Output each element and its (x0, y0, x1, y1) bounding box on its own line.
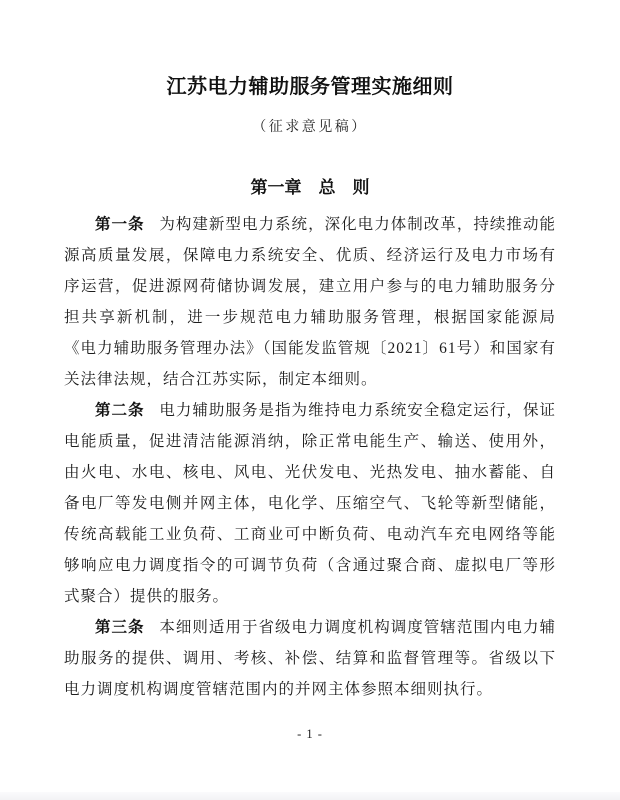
document-subtitle: （征求意见稿） (252, 120, 368, 135)
viewer-bottom-edge (0, 792, 620, 800)
article-2-label: 第二条 (95, 402, 145, 419)
document-title: 江苏电力辅助服务管理实施细则 (166, 76, 454, 98)
article-3-text: 本细则适用于省级电力调度机构调度管辖范围内电力辅助服务的提供、调用、考核、补偿、结算和监督管理等。省级以下电力调度机构调度管辖范围内的并网主体参照本细则执行。 (64, 619, 556, 698)
paragraph-article-2 (64, 395, 556, 612)
article-3-label: 第三条 (95, 619, 145, 636)
page-number: - 1 - (297, 727, 323, 741)
body-paragraphs (64, 209, 556, 705)
article-1-label: 第一条 (95, 216, 145, 233)
chapter-heading: 第一章 总 则 (250, 178, 370, 197)
paragraph-article-3 (64, 612, 556, 705)
article-2-text: 电力辅助服务是指为维持电力系统安全稳定运行，保证电能质量，促进清洁能源消纳，除正常电能生产、输送、使用外，由火电、水电、核电、风电、光伏发电、光热发电、抽水蓄能、自备电厂等发电侧并网主体，电化学、压缩空气、飞轮等新型储能，传统高载能工业负荷、工商业可中断负荷、电动汽车充电网络等能够响应电力调度指令的可调节负荷（含通过聚合商、虚拟电厂等形式聚合）提供的服务。 (64, 402, 556, 605)
article-1-text: 为构建新型电力系统，深化电力体制改革，持续推动能源高质量发展，保障电力系统安全、优质、经济运行及电力市场有序运营，促进源网荷储协调发展，建立用户参与的电力辅助服务分担共享新机制，进一步规范电力辅助服务管理，根据国家能源局《电力辅助服务管理办法》（国能发监管规〔2021〕61号）和国家有关法律法规，结合江苏实际，制定本细则。 (64, 216, 556, 388)
paragraph-article-1 (64, 209, 556, 395)
